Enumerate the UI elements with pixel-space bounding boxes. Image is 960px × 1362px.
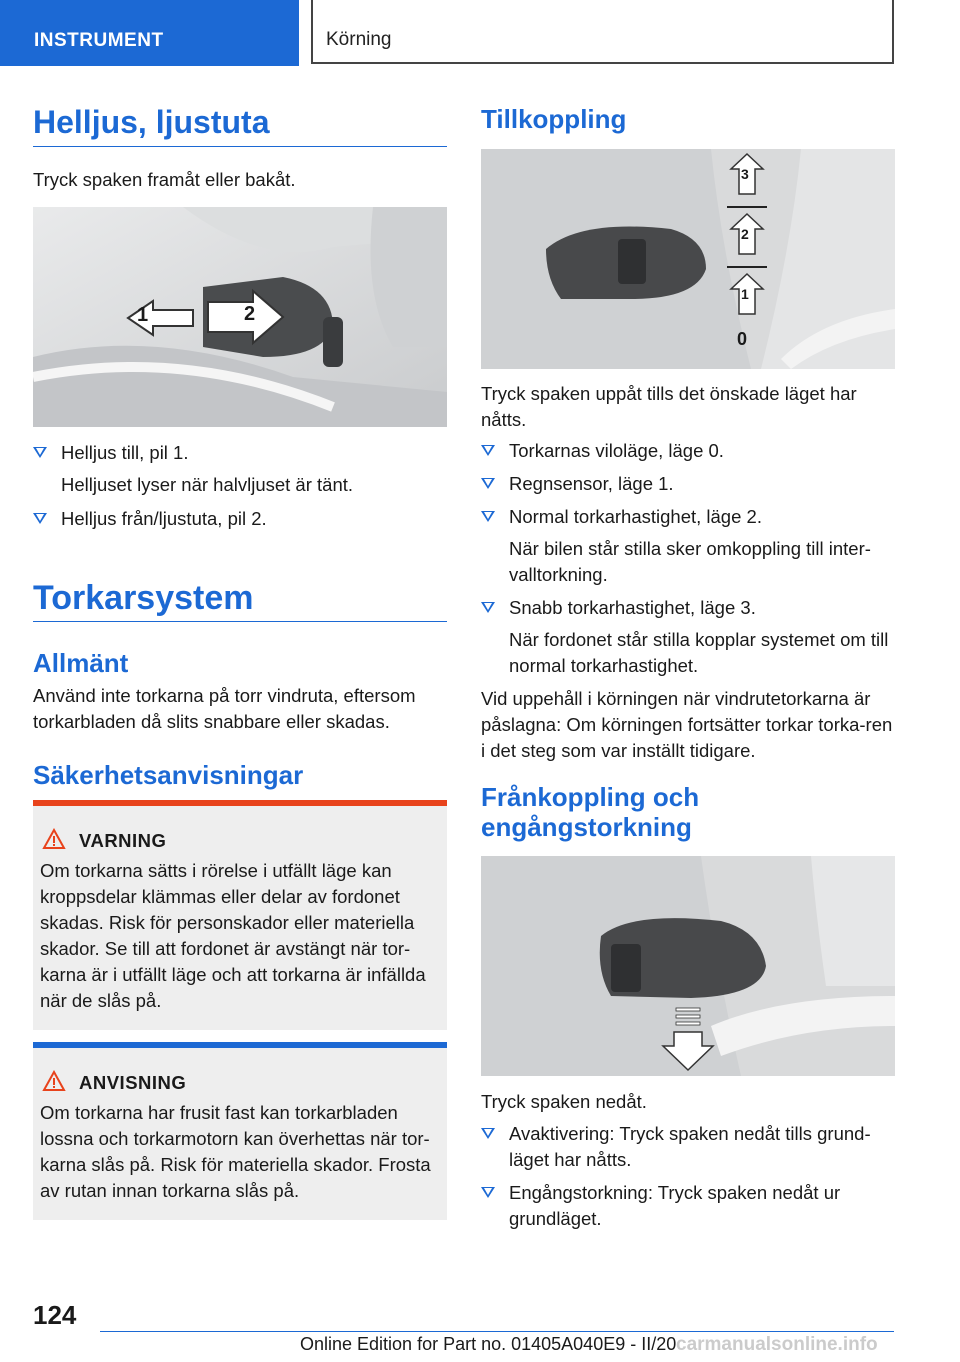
list-item: Helljus från/ljustuta, pil 2. <box>33 506 447 532</box>
triangle-bullet-icon <box>481 511 495 522</box>
section-label: Körning <box>326 29 392 50</box>
wiper-lever-down-illustration <box>481 856 895 1076</box>
footer-edition: Online Edition for Part no. 01405A040E9 - II/20 <box>300 1334 677 1354</box>
figure-label-1: 1 <box>137 304 149 326</box>
figure-label-2: 2 <box>741 226 749 242</box>
header-chapter-tab <box>0 0 299 66</box>
switch-off-intro: Tryck spaken nedåt. <box>481 1091 647 1112</box>
list-item: Regnsensor, läge 1. <box>481 471 895 497</box>
figure-wiper-lever-positions <box>481 149 895 369</box>
heading-switch-on: Tillkoppling <box>481 104 627 134</box>
notice-text: Om torkarna har frusit fast kan torkarbladen lossna och torkarmotorn kan överhettas när tor-karna slås på. Risk för materiella skador. Frosta av rutan innan torkarna slås på. <box>40 1102 431 1201</box>
notice-triangle-icon <box>42 1070 66 1092</box>
warning-title: VARNING <box>79 830 167 851</box>
page-number: 124 <box>33 1300 77 1330</box>
list-item: Torkarnas viloläge, läge 0. <box>481 438 895 464</box>
heading-general: Allmänt <box>33 648 129 678</box>
wiper-lever-illustration <box>481 149 895 369</box>
triangle-bullet-icon <box>33 447 47 458</box>
switch-off-list <box>481 1121 895 1232</box>
chapter-label: INSTRUMENT <box>34 30 164 51</box>
switch-on-outro: Vid uppehåll i körningen när vindrutetorkarna är påslagna: Om körningen fortsätter torkar torka-ren i det steg som var inställt tidigare. <box>481 688 893 761</box>
warning-bar <box>33 800 447 806</box>
general-text: Använd inte torkarna på torr vindruta, eftersom torkarbladen då slits snabbare eller skadas. <box>33 685 416 732</box>
warning-text: Om torkarna sätts i rörelse i utfällt läge kan kroppsdelar klämmas eller delar av fordonet skadas. Risk för personskador eller materiella skador. Se till att fordonet är avstängt när tor-karna är i utfällt läge och att torkarna är infällda när de slås på. <box>40 860 426 1011</box>
figure-wiper-lever-down <box>481 856 895 1076</box>
heading-rule <box>33 621 447 622</box>
list-item: Normal torkarhastighet, läge 2. När bilen står stilla sker omkoppling till inter-valltorkning. <box>481 504 895 588</box>
heading-headlight: Helljus, ljustuta <box>33 104 270 140</box>
notice-bar <box>33 1042 447 1048</box>
watermark-text: carmanualsonline.info <box>676 1334 878 1355</box>
triangle-bullet-icon <box>481 478 495 489</box>
list-item: Helljus till, pil 1. Helljuset lyser när halvljuset är tänt. <box>33 440 447 498</box>
triangle-bullet-icon <box>481 1187 495 1198</box>
figure-headlight-lever <box>33 207 447 427</box>
heading-safety: Säkerhetsanvisningar <box>33 760 304 790</box>
headlight-lever-illustration <box>33 207 447 427</box>
figure-label-1: 1 <box>741 286 749 302</box>
heading-switch-off: Frånkoppling och engångstorkning <box>481 782 700 842</box>
headlight-intro: Tryck spaken framåt eller bakåt. <box>33 169 296 190</box>
list-item: Snabb torkarhastighet, läge 3. När fordonet står stilla kopplar systemet om till normal torkarhastighet. <box>481 595 895 679</box>
headlight-list <box>33 440 447 532</box>
warning-triangle-icon <box>42 828 66 850</box>
triangle-bullet-icon <box>33 513 47 524</box>
header-section-box <box>311 0 894 64</box>
list-item: Avaktivering: Tryck spaken nedåt tills grund-läget har nåtts. <box>481 1121 895 1173</box>
figure-label-3: 3 <box>741 166 749 182</box>
notice-box <box>33 1042 447 1220</box>
triangle-bullet-icon <box>481 602 495 613</box>
heading-wiper-system: Torkarsystem <box>33 579 254 617</box>
warning-box <box>33 800 447 1030</box>
footer-rule <box>100 1331 894 1332</box>
triangle-bullet-icon <box>481 445 495 456</box>
triangle-bullet-icon <box>481 1128 495 1139</box>
list-item: Engångstorkning: Tryck spaken nedåt ur grundläget. <box>481 1180 895 1232</box>
notice-title: ANVISNING <box>79 1072 187 1093</box>
figure-label-0: 0 <box>737 329 748 349</box>
figure-label-2: 2 <box>244 303 256 325</box>
switch-on-list <box>481 438 895 764</box>
switch-on-intro: Tryck spaken uppåt tills det önskade läget har nåtts. <box>481 383 857 430</box>
heading-rule <box>33 146 447 147</box>
